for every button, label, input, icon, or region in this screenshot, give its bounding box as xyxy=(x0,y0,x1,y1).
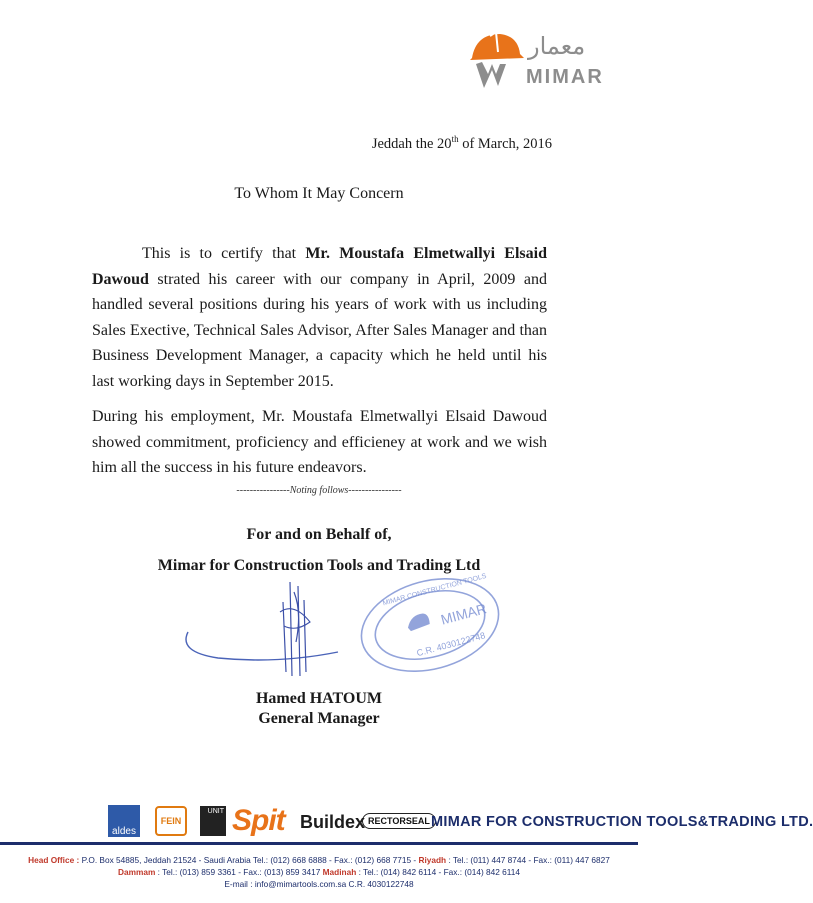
buildex-logo: Buildex xyxy=(300,812,366,832)
footer-email: E-mail : info@mimartools.com.sa C.R. 4030122748 xyxy=(224,879,414,889)
riyadh-text: : Tel.: (011) 447 8744 - Fax.: (011) 447 6827 xyxy=(446,855,610,865)
head-office-text: P.O. Box 54885, Jeddah 21524 - Saudi Arabia Tel.: (012) 668 6888 - Fax.: (012) 668 7715 - xyxy=(79,855,419,865)
footer-divider xyxy=(0,842,638,845)
company-name: Mimar for Construction Tools and Trading Ltd xyxy=(157,557,481,574)
dammam-label: Dammam xyxy=(117,867,156,877)
company-stamp xyxy=(350,570,510,680)
company-logo xyxy=(466,22,616,102)
signer-name: Hamed HATOUM xyxy=(255,690,383,707)
salutation: To Whom It May Concern xyxy=(234,185,404,202)
mimar-company-banner: MIMAR FOR CONSTRUCTION TOOLS&TRADING LTD. xyxy=(431,814,813,830)
aldes-logo: aldes xyxy=(108,805,140,837)
stamp-top-text: MIMAR CONSTRUCTION TOOLS xyxy=(382,572,488,608)
on-behalf-of: For and on Behalf of, xyxy=(246,526,392,543)
footer-head-office xyxy=(0,855,638,865)
madinah-text: : Tel.: (014) 842 6114 - Fax.: (014) 842 6114 xyxy=(356,867,521,877)
paragraph-employment xyxy=(92,404,547,481)
rectorseal-logo: RECTORSEAL xyxy=(362,813,436,829)
signer-title: General Manager xyxy=(258,710,380,727)
madinah-label: Madinah xyxy=(322,867,357,877)
helmet-logo-icon xyxy=(466,28,526,90)
date-suffix: of March, 2016 xyxy=(458,135,552,152)
stamp-cr-text: C.R. 4030122748 xyxy=(415,630,487,659)
stamp-brand-text: MIMAR xyxy=(439,600,489,628)
footer-branches xyxy=(0,867,638,877)
unit-logo: UNIT xyxy=(200,806,226,836)
p1-intro: This is to certify that xyxy=(142,245,306,262)
fein-logo: FEIN xyxy=(155,806,187,836)
p2-text: During his employment, Mr. Moustafa Elmetwallyi Elsaid Dawoud showed commitment, proficiency and efficieney at work and we wish him all the success in his future endeavors. xyxy=(92,408,547,476)
employee-name: Mr. Moustafa Elmetwallyi Elsaid Dawoud xyxy=(92,245,547,288)
date-prefix: Jeddah the 20 xyxy=(371,135,452,152)
signature xyxy=(168,572,338,682)
letter-date xyxy=(372,134,552,153)
dammam-text: : Tel.: (013) 859 3361 - Fax.: (013) 859 3417 xyxy=(155,867,323,877)
logo-arabic-text: معمار xyxy=(528,32,586,60)
spit-logo: Spit xyxy=(232,804,285,837)
logo-latin-text: MIMAR xyxy=(526,66,604,88)
head-office-label: Head Office : xyxy=(28,855,80,865)
riyadh-label: Riyadh xyxy=(418,855,447,865)
nothing-follows: ----------------Noting follows---------------- xyxy=(236,485,402,496)
paragraph-certification xyxy=(92,241,547,394)
p1-body: strated his career with our company in April, 2009 and handled several positions during his years of work with us including Sales Exective, Technical Sales Advisor, After Sales Manager and than Business Development Manager, a capacity which he held until his last working days in September 2015. xyxy=(92,270,547,390)
date-sup: th xyxy=(451,134,459,144)
